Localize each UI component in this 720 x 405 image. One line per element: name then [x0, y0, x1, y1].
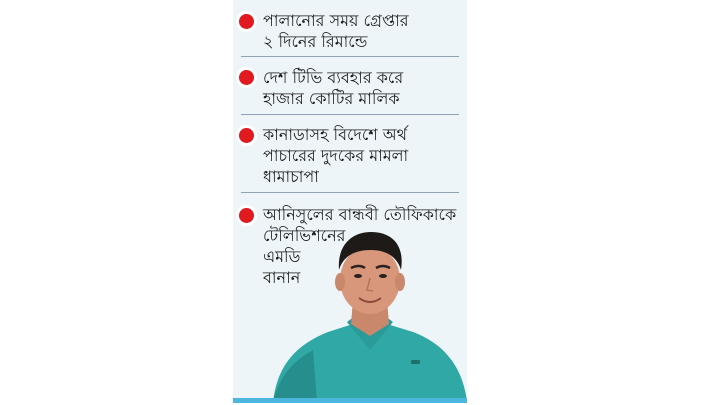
right-eye: [379, 274, 387, 278]
headline-3-line-2: পাচারের দুদকের মামলা: [263, 146, 409, 165]
headline-text-2: [263, 67, 463, 109]
headline-4-line-1: আনিসুলের বান্ধবী তৌফিকাকে: [263, 205, 457, 224]
headline-divider: [241, 56, 459, 57]
accent-bar: [233, 398, 467, 403]
red-bullet-icon: [239, 128, 254, 143]
headline-3-line-3: ধামাচাপা: [263, 167, 319, 186]
headline-text-1: [263, 10, 463, 52]
headline-panel: [233, 0, 467, 402]
headline-2-line-1: দেশ টিভি ব্যবহার করে: [263, 68, 404, 87]
red-bullet-icon: [239, 208, 254, 223]
headline-4-line-3: এমডি: [263, 247, 301, 266]
left-ear: [335, 273, 345, 291]
shirt-logo: [411, 360, 420, 364]
headline-4-line-2: টেলিভিশনের: [263, 226, 346, 245]
headline-divider: [241, 114, 459, 115]
headline-3-line-1: কানাডাসহ বিদেশে অর্থ: [263, 125, 408, 144]
right-ear: [395, 273, 405, 291]
red-bullet-icon: [239, 70, 254, 85]
portrait-photo: [273, 228, 467, 402]
headline-text-3: [263, 124, 463, 187]
red-bullet-icon: [239, 14, 254, 29]
left-eye: [354, 274, 362, 278]
headline-1-line-2: ২ দিনের রিমান্ডে: [263, 32, 368, 51]
headline-1-line-1: পালানোর সময় গ্রেপ্তার: [263, 11, 409, 30]
headline-2-line-2: হাজার কোটির মালিক: [263, 89, 400, 108]
headline-divider: [241, 192, 459, 193]
headline-4-line-4: বানান: [263, 268, 301, 287]
